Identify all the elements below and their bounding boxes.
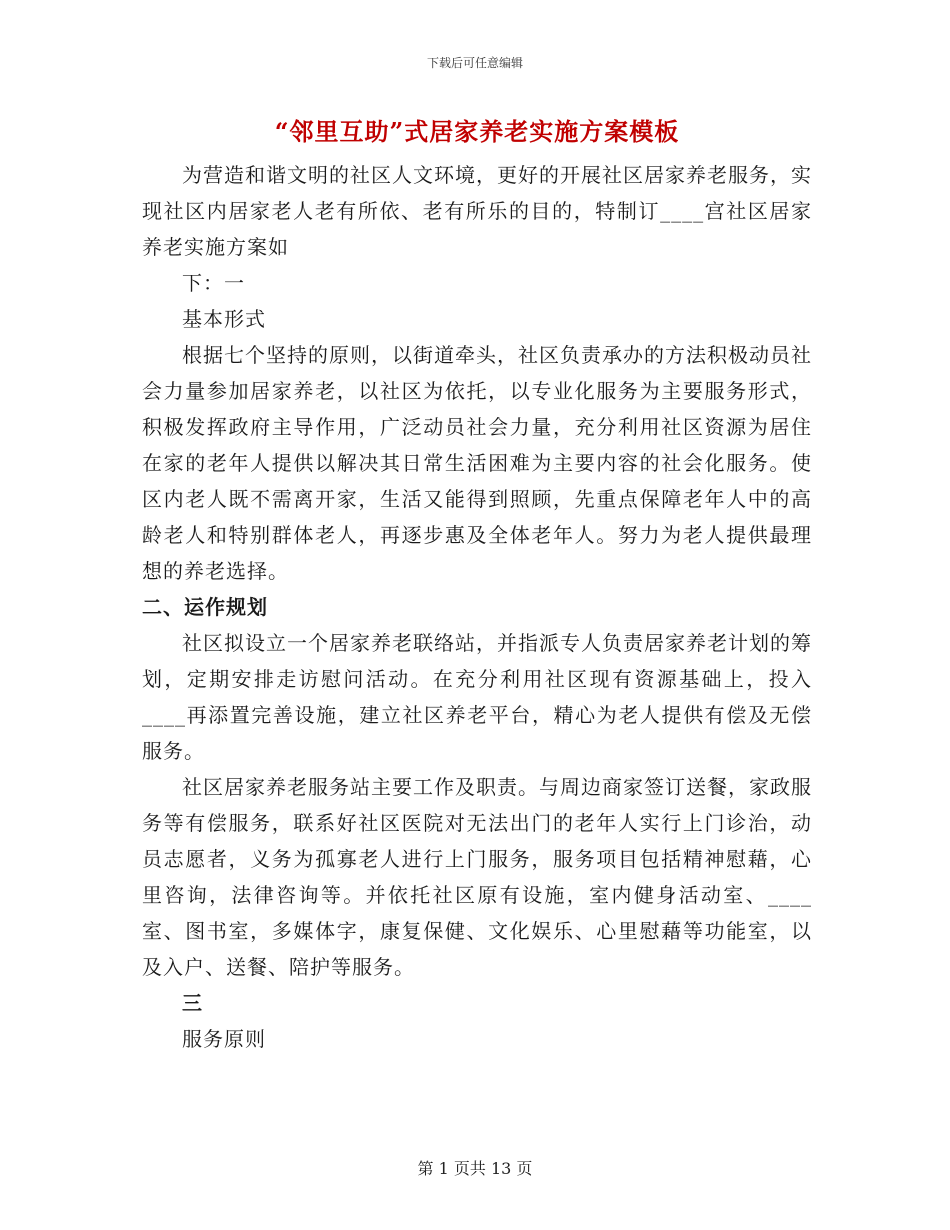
page-header: 下载后可任意编辑 <box>426 56 523 70</box>
document-body <box>142 112 812 1057</box>
section-3-number: 三 <box>182 991 203 1015</box>
section-2-body-1: 社区拟设立一个居家养老联络站，并指派专人负责居家养老计划的筹划，定期安排走访慰问活动。在充分利用社区现有资源基础上，投入____再添置完善设施，建立社区养老平台，精心为老人提供有偿及无偿服务。 <box>142 631 812 763</box>
section-3-heading: 服务原则 <box>182 1027 266 1051</box>
section-1-body: 根据七个坚持的原则，以街道牵头，社区负责承办的方法积极动员社会力量参加居家养老，以社区为依托，以专业化服务为主要服务形式，积极发挥政府主导作用，广泛动员社会力量，充分利用社区资源为居住在家的老年人提供以解决其日常生活困难为主要内容的社会化服务。使区内老人既不需离开家，生活又能得到照顾，先重点保障老年人中的高龄老人和特别群体老人，再逐步惠及全体老年人。努力为老人提供最理想的养老选择。 <box>142 343 812 583</box>
intro-paragraph: 为营造和谐文明的社区人文环境，更好的开展社区居家养老服务，实现社区内居家老人老有所依、老有所乐的目的，特制订____宫社区居家养老实施方案如 <box>142 163 812 259</box>
page-footer: 第 1 页共 13 页 <box>417 1159 533 1178</box>
intro-continuation: 下：一 <box>182 271 245 295</box>
section-1-heading: 基本形式 <box>182 307 266 331</box>
section-2-heading: 二、运作规划 <box>142 595 268 619</box>
section-2-body-2: 社区居家养老服务站主要工作及职责。与周边商家签订送餐，家政服务等有偿服务，联系好社区医院对无法出门的老年人实行上门诊治，动员志愿者，义务为孤寡老人进行上门服务，服务项目包括精神慰藉，心里咨询，法律咨询等。并依托社区原有设施，室内健身活动室、____室、图书室，多媒体字，康复保健、文化娱乐、心里慰藉等功能室，以及入户、送餐、陪护等服务。 <box>142 775 812 979</box>
document-title: “邻里互助”式居家养老实施方案模板 <box>274 117 680 146</box>
